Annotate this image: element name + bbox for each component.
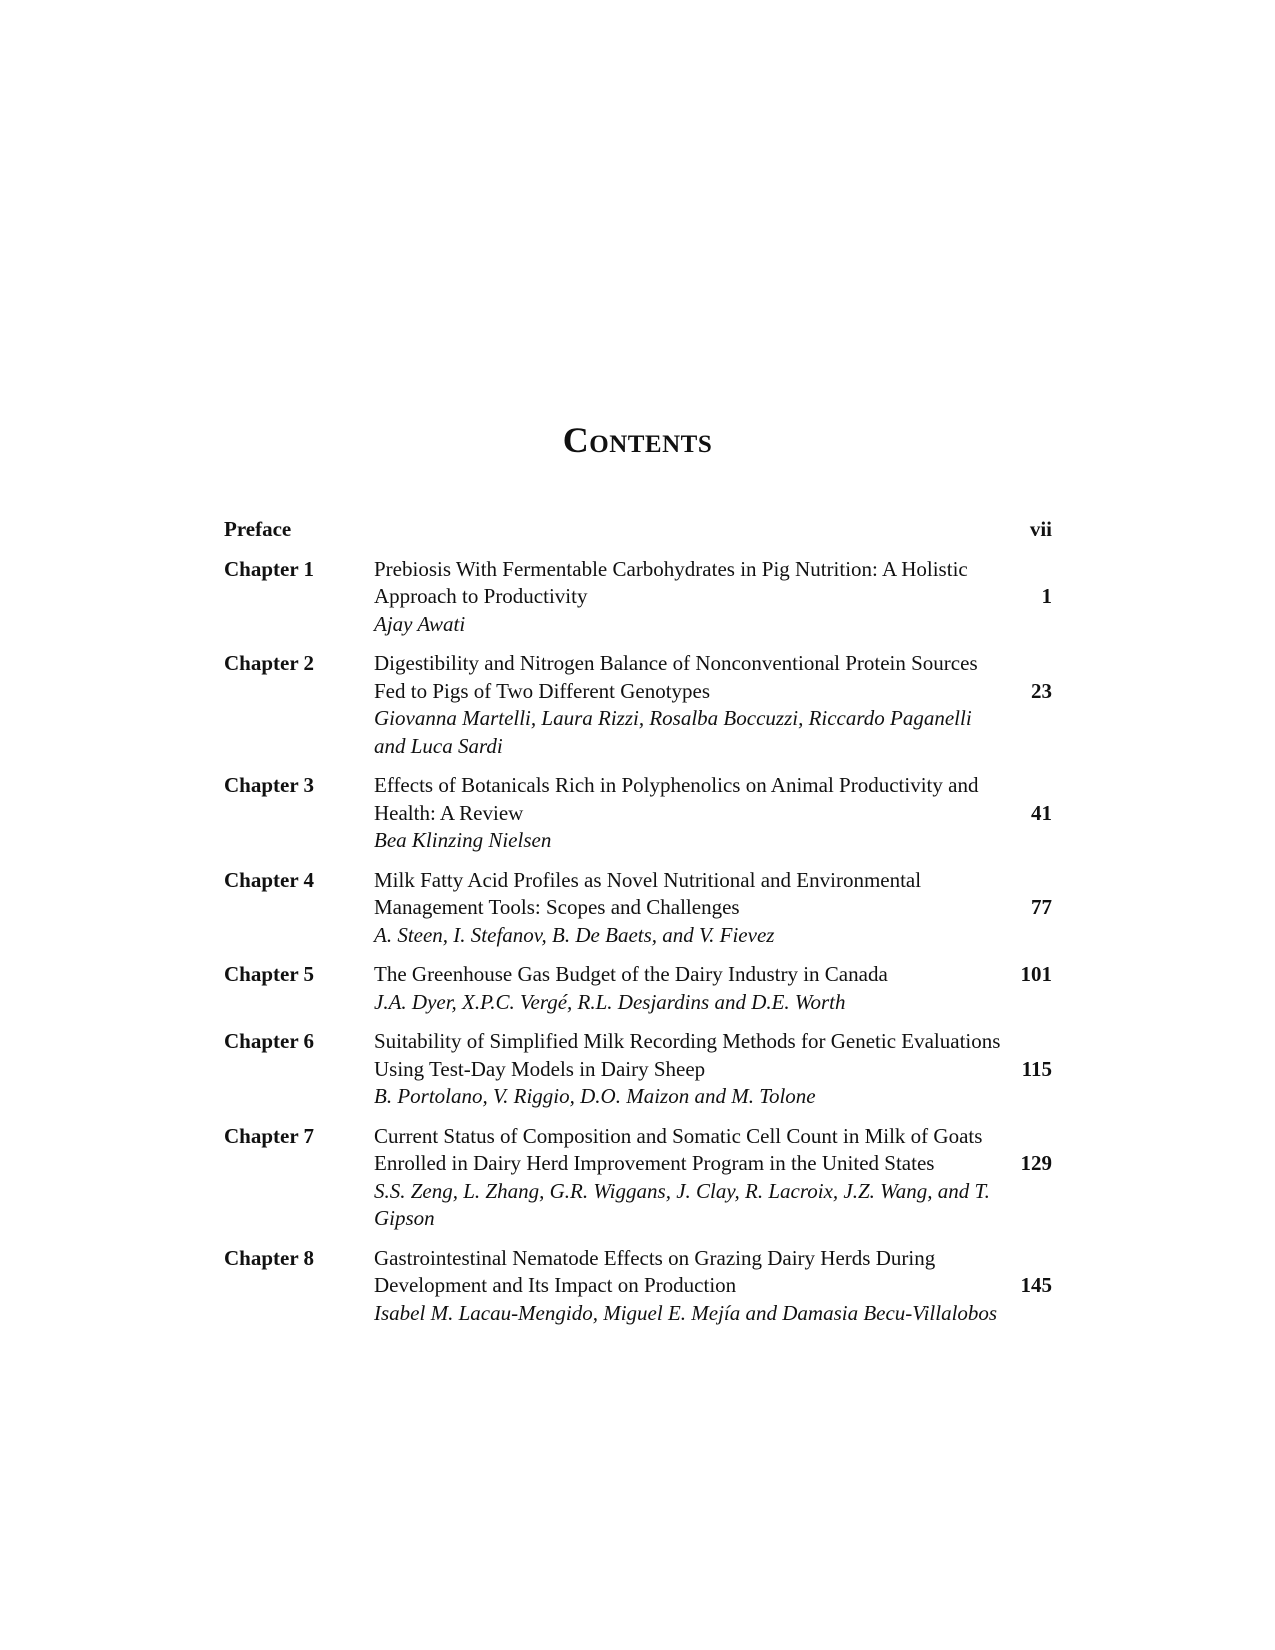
chapter-authors: A. Steen, I. Stefanov, B. De Baets, and V. Fievez — [374, 922, 775, 947]
toc-chapter-row-2 — [224, 650, 1052, 760]
chapter-authors: Giovanna Martelli, Laura Rizzi, Rosalba Boccuzzi, Riccardo Paganelli and Luca Sardi — [374, 706, 972, 758]
chapter-title: Prebiosis With Fermentable Carbohydrates in Pig Nutrition: A Holistic Approach to Productivity — [374, 556, 968, 608]
chapter-authors: B. Portolano, V. Riggio, D.O. Maizon and M. Tolone — [374, 1084, 816, 1108]
chapter-label: Chapter 7 — [224, 1123, 315, 1148]
chapter-title: The Greenhouse Gas Budget of the Dairy Industry in Canada — [374, 962, 888, 986]
chapter-entry — [374, 867, 1052, 950]
chapter-label: Chapter 2 — [224, 651, 315, 675]
chapter-entry — [374, 961, 1052, 1016]
chapter-authors: J.A. Dyer, X.P.C. Vergé, R.L. Desjardins and D.E. Worth — [374, 989, 846, 1014]
toc-chapter-row-3 — [224, 772, 1052, 855]
chapter-label: Chapter 5 — [224, 962, 315, 986]
toc-chapter-row-8 — [224, 1245, 1052, 1328]
toc-chapter-row-5 — [224, 961, 1052, 1016]
chapter-authors: Bea Klinzing Nielsen — [374, 828, 552, 852]
chapter-label: Chapter 1 — [224, 556, 315, 581]
chapter-title: Effects of Botanicals Rich in Polyphenolics on Animal Productivity and Health: A Review — [374, 773, 979, 825]
preface-label: Preface — [224, 517, 292, 541]
chapter-title: Milk Fatty Acid Profiles as Novel Nutritional and Environmental Management Tools: Scopes and Challenges — [374, 867, 922, 919]
chapter-title: Gastrointestinal Nematode Effects on Grazing Dairy Herds During Development and Its Impact on Production — [374, 1245, 936, 1297]
toc-chapter-row-7 — [224, 1123, 1052, 1233]
chapter-label: Chapter 4 — [224, 867, 315, 892]
chapter-entry — [374, 772, 1052, 855]
chapter-authors: Ajay Awati — [374, 611, 466, 636]
table-of-contents — [224, 516, 1052, 1327]
chapter-page-number: 77 — [1031, 895, 1052, 919]
chapter-page-number: 101 — [1020, 962, 1052, 986]
chapter-entry — [374, 556, 1052, 639]
chapter-page-number: 23 — [1031, 678, 1052, 703]
chapter-title: Suitability of Simplified Milk Recording Methods for Genetic Evaluations Using Test-Day Models in Dairy Sheep — [374, 1029, 1001, 1081]
chapter-authors: Isabel M. Lacau-Mengido, Miguel E. Mejía and Damasia Becu-Villalobos — [374, 1300, 998, 1325]
chapter-title-line — [374, 556, 1052, 611]
chapter-title: Digestibility and Nitrogen Balance of Nonconventional Protein Sources Fed to Pigs of Two Different Genotypes — [374, 651, 978, 703]
chapter-title-line — [374, 1028, 1052, 1083]
chapter-page-number: 145 — [1020, 1273, 1052, 1297]
chapter-authors: S.S. Zeng, L. Zhang, G.R. Wiggans, J. Clay, R. Lacroix, J.Z. Wang, and T. Gipson — [374, 1178, 990, 1230]
chapter-page-number: 129 — [1020, 1151, 1052, 1175]
chapter-title-line — [374, 1245, 1052, 1300]
chapter-title-line — [374, 650, 1052, 705]
chapter-entry — [374, 1123, 1052, 1233]
toc-chapter-row-1 — [224, 556, 1052, 639]
chapter-title-line — [374, 1123, 1052, 1178]
chapter-entry — [374, 650, 1052, 760]
chapter-label: Chapter 8 — [224, 1245, 315, 1270]
chapter-label: Chapter 3 — [224, 773, 315, 797]
chapter-page-number: 41 — [1031, 800, 1052, 825]
chapter-page-number: 115 — [1021, 1056, 1052, 1081]
chapter-title-line — [374, 867, 1052, 922]
chapter-title-line — [374, 961, 1052, 989]
chapter-page-number: 1 — [1041, 584, 1052, 608]
chapter-title: Current Status of Composition and Somatic Cell Count in Milk of Goats Enrolled in Dairy Herd Improvement Program in the United States — [374, 1123, 983, 1175]
toc-chapter-row-6 — [224, 1028, 1052, 1111]
page-title: Contents — [562, 420, 713, 460]
toc-preface-row — [224, 516, 1052, 544]
toc-chapter-row-4 — [224, 867, 1052, 950]
chapter-entry — [374, 1245, 1052, 1328]
chapter-entry — [374, 1028, 1052, 1111]
chapter-title-line — [374, 772, 1052, 827]
chapter-label: Chapter 6 — [224, 1029, 315, 1053]
preface-page-number: vii — [1029, 517, 1052, 541]
